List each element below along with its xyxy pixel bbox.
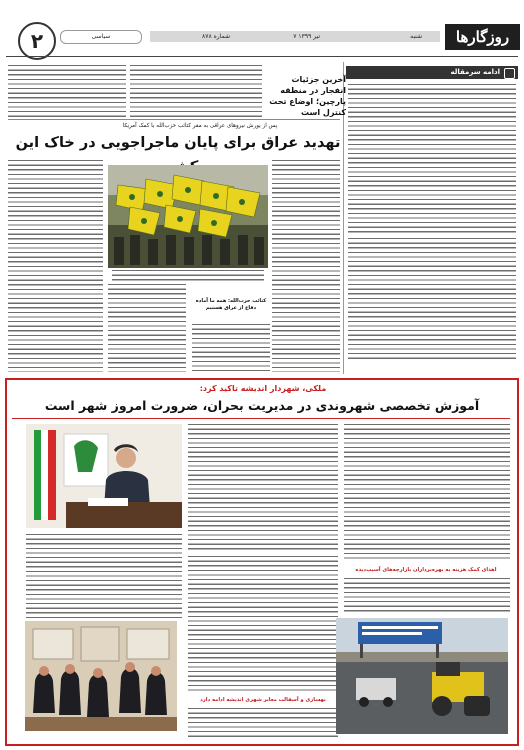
date-text: ۷ تیر ۱۳۹۹ <box>293 33 320 40</box>
mayor-photo <box>26 424 182 528</box>
street-paving-photo <box>336 618 508 734</box>
main-article-col-1 <box>272 160 340 372</box>
editorial-marker-icon <box>504 68 515 79</box>
city-box-kicker: ملکی، شهردار اندیشه تاکید کرد: <box>199 384 327 393</box>
issue-number: شماره ۸۷۸ <box>202 33 230 40</box>
main-article-pull-quote: کتائب حزب‌الله: همه ما آماده دفاع از عراق هستیم <box>195 298 267 311</box>
city-box-col-2 <box>188 424 338 552</box>
city-box-col-2c <box>188 708 338 740</box>
editorial-body-part1 <box>348 84 516 234</box>
main-article-col-3 <box>108 284 186 372</box>
city-box-col-1 <box>344 424 510 562</box>
city-box-divider <box>12 418 510 419</box>
header-divider <box>6 56 518 57</box>
city-box-headline: آموزش تخصصی شهروندی در مدیریت بحران، ضرورت امروز شهر است <box>44 398 480 413</box>
main-article-col-4 <box>8 160 103 372</box>
editorial-heading: ادامه سرمقاله <box>346 66 518 79</box>
date-band <box>150 31 440 42</box>
newspaper-logo: روزگارها <box>445 24 520 50</box>
city-box-subheadline: اهدای کمک هزینه به بهره‌برداران بازارچه‌های آسیب‌دیده <box>355 567 497 573</box>
news-column-middle <box>130 65 262 117</box>
date-weekday: شنبه <box>410 33 422 40</box>
main-article-headline: تهدید عراق برای پایان ماجراجویی در خاک این <box>15 135 341 151</box>
section-label: سیاسی <box>60 30 142 44</box>
city-box-subheadline-2: بهسازی و آسفالت معابر شهری اندیشه ادامه دارد <box>200 697 326 703</box>
top-news-divider <box>8 119 340 120</box>
main-article-col-2 <box>192 324 270 372</box>
editorial-body-part2 <box>348 238 516 362</box>
page-number: ۲ <box>18 22 56 60</box>
news-column-far-left <box>8 65 126 117</box>
parade-photo-caption <box>112 270 264 282</box>
training-class-photo <box>25 621 177 731</box>
news-headline-parchin: آخرین جزئیات انفجار در منطقه پارچین؛ اوضاع تحت کنترل است <box>269 75 346 117</box>
main-article-kicker: پس از یورش نیروهای عراقی به مقر کتائب حزب‌الله با کمک آمریکا <box>122 123 278 129</box>
city-box-col-3 <box>26 534 182 618</box>
city-box-col-2b <box>188 556 338 692</box>
parade-photo <box>108 165 268 268</box>
city-box-col-1b <box>344 578 510 614</box>
